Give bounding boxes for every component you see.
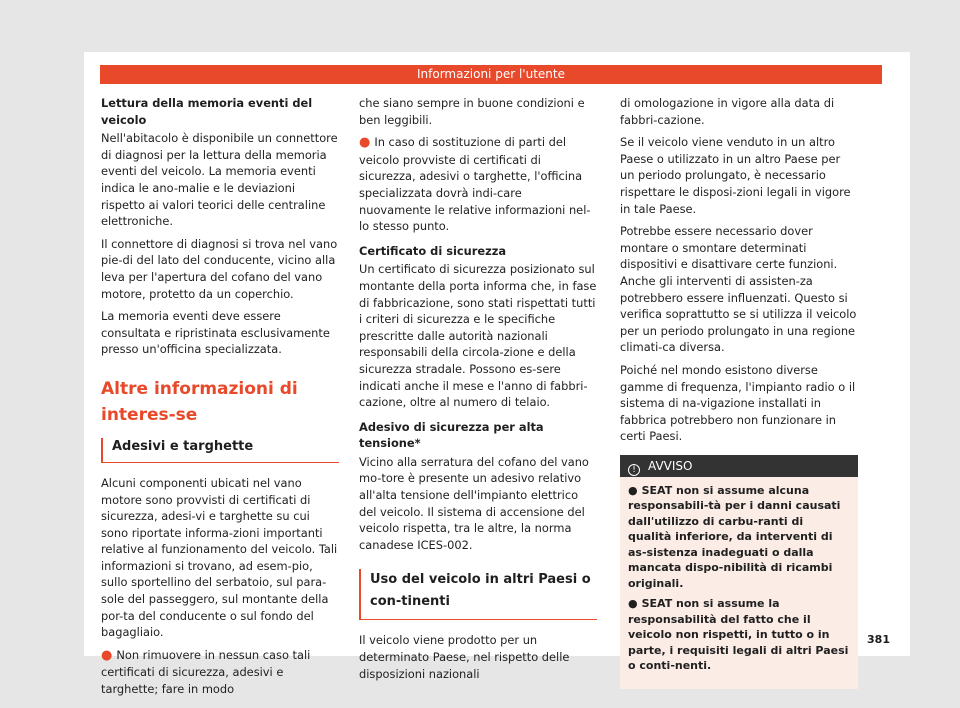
page-header: Informazioni per l'utente bbox=[100, 65, 882, 84]
subsection-title: Adesivi e targhette bbox=[101, 438, 339, 463]
bullet-icon: ● bbox=[101, 647, 113, 663]
subsection-title: Uso del veicolo in altri Paesi o con-tinenti bbox=[359, 569, 597, 620]
paragraph: Potrebbe essere necessario dover montare o smontare determinati dispositivi e disattivare certe funzioni. Anche gli interventi di assisten-za potrebbero essere influenzati. Questo si verifica soprattutto se si utilizza il veicolo per un periodo prolungato in una regione climati-ca diversa. bbox=[620, 224, 857, 355]
column-2 bbox=[359, 95, 597, 688]
paragraph: di omologazione in vigore alla data di fabbri-cazione. bbox=[620, 96, 835, 127]
paragraph: Vicino alla serratura del cofano del vano mo-tore è presente un adesivo relativo all'alta tensione dell'impianto elettrico del veicolo. Il sistema di accensione del veicolo rispetta, tra le altre, la norma canadese ICES-002. bbox=[359, 454, 589, 552]
heading-memoria-eventi: Lettura della memoria eventi del veicolo bbox=[101, 96, 313, 127]
column-1 bbox=[101, 95, 339, 704]
warning-body bbox=[620, 477, 858, 689]
paragraph: Poiché nel mondo esistono diverse gamme di frequenza, l'impianto radio o il sistema di na-vigazione installati in fabbrica potrebbero non funzionare in certi Paesi. bbox=[620, 362, 856, 444]
paragraph: Il connettore di diagnosi si trova nel vano pie-di del lato del conducente, vicino alla leva per l'apertura del cofano del vano motore, protetto da un coperchio. bbox=[101, 236, 338, 301]
section-title: Altre informazioni di interes-se bbox=[101, 378, 298, 425]
warning-icon: ! bbox=[628, 464, 640, 476]
bullet-item: ● Non rimuovere in nessun caso tali certificati di sicurezza, adesivi e targhette; fare in modo bbox=[101, 647, 311, 697]
warning-item: ● SEAT non si assume alcuna responsabili-tà per i danni causati dall'utilizzo di carbu-ranti di qualità inferiore, da interventi di as-sistenza inadeguati o dalla mancata dispo-nibilità di ricambi originali. bbox=[628, 483, 841, 590]
warning-box bbox=[620, 455, 858, 689]
paragraph: Un certificato di sicurezza posizionato sul montante della porta informa che, in fase di fabbricazione, sono stati rispettati tutti i criteri di sicurezza e le specifiche prescritte dalle autorità nazionali responsabili della circola-zione e della sicurezza stradale. Possono es-sere indicati anche il mese e l'anno di fabbri-cazione, oltre al numero di telaio. bbox=[359, 262, 597, 410]
paragraph: La memoria eventi deve essere consultata e ripristinata esclusivamente presso un'officina specializzata. bbox=[101, 309, 330, 357]
bullet-icon: ● bbox=[628, 483, 638, 497]
paragraph: Alcuni componenti ubicati nel vano motore sono provvisti di certificati di sicurezza, adesi-vi e targhette su cui sono riportate informa-zioni importanti relative al funzionamento del veicolo. Tali informazioni si trovano, ad esem-pio, sullo sportellino del serbatoio, sul para-sole del passeggero, sul montante della por-ta del conducente o sul fondo del bagagliaio. bbox=[101, 475, 338, 640]
paragraph: Nell'abitacolo è disponibile un connettore di diagnosi per la lettura della memoria eventi del veicolo. La memoria eventi indica le ano-malie e le deviazioni rispetto ai valori teorici delle centraline elettroniche. bbox=[101, 131, 338, 229]
heading-certificato: Certificato di sicurezza bbox=[359, 243, 507, 258]
paragraph: che siano sempre in buone condizioni e ben leggibili. bbox=[359, 96, 585, 127]
column-3 bbox=[620, 95, 858, 689]
bullet-icon: ● bbox=[359, 135, 371, 151]
warning-item: ● SEAT non si assume la responsabilità del fatto che il veicolo non rispetti, in tutto o in parte, i requisiti legali di altri Paesi o conti-nenti. bbox=[628, 597, 849, 673]
warning-title: AVVISO bbox=[648, 458, 693, 473]
paragraph: Il veicolo viene prodotto per un determinato Paese, nel rispetto delle disposizioni nazionali bbox=[359, 633, 570, 681]
manual-page bbox=[84, 52, 910, 697]
bullet-icon: ● bbox=[628, 597, 638, 611]
paragraph: Se il veicolo viene venduto in un altro Paese o utilizzato in un altro Paese per un periodo prolungato, è necessario rispettare le disposi-zioni legali in vigore in tale Paese. bbox=[620, 135, 851, 216]
page-number: 381 bbox=[867, 633, 890, 646]
heading-adesivo: Adesivo di sicurezza per alta tensione* bbox=[359, 419, 544, 451]
warning-header bbox=[620, 455, 858, 477]
bullet-item: ● In caso di sostituzione di parti del veicolo provviste di certificati di sicurezza, adesivi o targhette, l'officina specializzata dovrà indi-care nuovamente le relative informazioni nel-lo stesso punto. bbox=[359, 135, 591, 234]
